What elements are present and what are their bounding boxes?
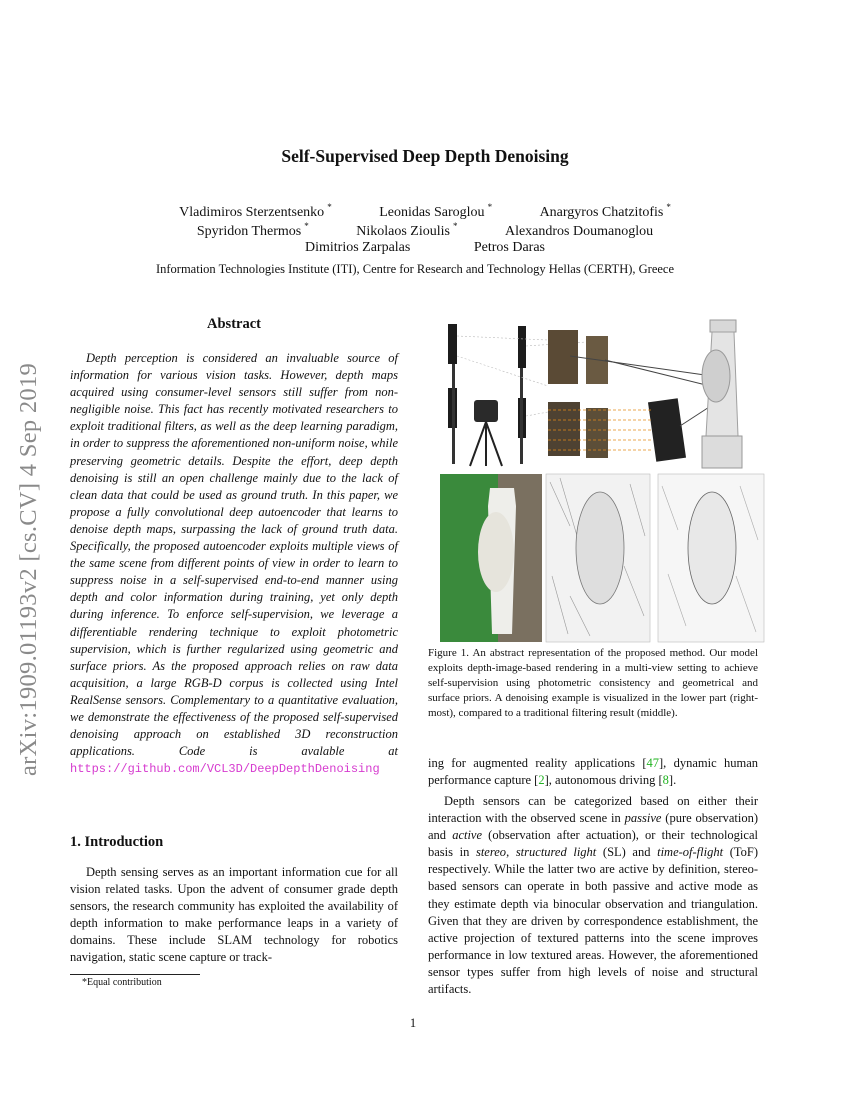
right-column-paragraph-2 — [428, 793, 758, 998]
author-name: Anargyros Chatzitofis — [539, 204, 664, 220]
arxiv-identifier: arXiv:1909.01193v2 [cs.CV] 4 Sep 2019 — [15, 362, 42, 776]
author-name: Spyridon Thermos — [196, 223, 302, 239]
author-name: Alexandros Doumanoglou — [504, 223, 654, 239]
view-thumbnail — [586, 408, 608, 458]
citation-link[interactable]: 2 — [538, 773, 545, 788]
author-name: Vladimiros Sterzentsenko — [179, 204, 325, 220]
emphasis: passive — [624, 811, 662, 826]
equal-contribution-mark: * — [327, 202, 332, 212]
equal-contribution-mark: * — [452, 221, 458, 231]
text-run: (SL) and — [596, 845, 658, 860]
noisy-statue — [576, 492, 624, 604]
denoised-statue — [688, 492, 736, 604]
introduction-text: Depth sensing serves as an important information cue for all vision related tasks. Upon the advent of consumer grade depth sensors, the research community has exploited the availability of depth information to make performance leaps in a variety of domains. These include SLAM technology for robotics navigation, static scene capture or track- — [70, 865, 398, 965]
text-run: (pure observation) and — [428, 811, 758, 843]
equal-contribution-mark: * — [666, 202, 671, 212]
affiliation: Information Technologies Institute (ITI), Centre for Research and Technology Hellas (CERTH), Greece — [155, 262, 675, 276]
author-row-3 — [0, 240, 850, 256]
text-run: ], autonomous driving [ — [544, 773, 663, 788]
abstract-heading: Abstract — [207, 316, 261, 332]
emphasis: stereo — [475, 845, 507, 860]
view-thumbnail — [548, 330, 578, 384]
text-run: ]. — [668, 773, 677, 788]
equal-contribution-mark: * — [487, 202, 493, 212]
text-run: , — [506, 845, 516, 860]
text-run: ing for augmented reality applications [ — [428, 756, 647, 770]
author-row-2 — [0, 221, 850, 240]
figure-caption: Figure 1. An abstract representation of the proposed method. Our model exploits depth-image-based rendering in a multi-view setting to achieve self-supervision using photometric consistency and geometrical and surface priors. A denoising example is visualized in the lower part (right-most), compared to a traditional filtering result (middle). — [428, 647, 758, 720]
abstract-body: Depth perception is considered an invaluable source of information for various vision tasks. However, depth maps acquired using consumer-level sensors still suffer from non-negligible noise. This fact has recently motivated researchers to exploit traditional filters, as well as the deep learning paradigm, in order to suppress the aforementioned non-uniform noise, while preserving geometric details. Despite the effort, deep depth denoising is still an open challenge mainly due to the lack of clean data that could be used as ground truth. In this paper, we propose a fully convolutional deep autoencoder that learns to denoise depth maps, surpassing the lack of ground truth data. Specifically, the proposed autoencoder exploits multiple views of the same scene from different points of view in order to learn to suppress noise in a self-supervised end-to-end manner using depth and color information during training, yet only depth during inference. To enforce self-supervision, we leverage a differentiable rendering technique to exploit photometric supervision, which is further regularized using geometric and surface priors. As the proposed approach relies on raw data acquisition, a large RGB-D corpus is collected using Intel RealSense sensors. Complementary to a quantitative evaluation, we demonstrate the effectiveness of the proposed self-supervised denoising approach on established 3D reconstruction applications. Code is avalable at — [70, 351, 398, 759]
author-name: Dimitrios Zarpalas — [304, 240, 411, 255]
right-column-paragraph-1 — [428, 755, 758, 789]
figure-1-illustration — [440, 316, 768, 644]
equal-contribution-mark: * — [304, 221, 309, 231]
page-number: 1 — [409, 1016, 417, 1030]
author-row-1 — [0, 202, 850, 221]
author-name: Leonidas Saroglou — [379, 204, 485, 220]
text-run: (observation after actuation), or their technological basis in — [428, 828, 758, 860]
text-run: ], dynamic human performance capture [ — [428, 756, 758, 788]
citation-link[interactable]: 8 — [662, 773, 669, 788]
text-run: (ToF) respectively. While the latter two are active by definition, stereo-based sensors can operate in both passive and active mode as they estimate depth via binocular observation and triangulation. Given that they are driven by correspondence establishment, the active projection of textured patterns into the scene improves performance in low textured areas. However, the aforementioned sensor types suffer from high levels of noise and structural artifacts. — [428, 845, 758, 997]
citation-link[interactable]: 47 — [646, 756, 659, 770]
emphasis: structured light — [515, 845, 597, 860]
emphasis: time-of-flight — [657, 845, 724, 860]
abstract-text — [70, 350, 398, 778]
text-run: Depth sensors can be categorized based on either their interaction with the observed scene in — [428, 794, 758, 826]
author-name: Nikolaos Zioulis — [356, 223, 450, 239]
emphasis: active — [452, 828, 483, 843]
footnote-rule — [70, 974, 200, 975]
code-link[interactable]: https://github.com/VCL3D/DeepDepthDenoising — [70, 762, 380, 777]
introduction-heading: 1. Introduction — [70, 834, 164, 850]
footnote: *Equal contribution — [82, 977, 162, 988]
paper-title: Self-Supervised Deep Depth Denoising — [281, 146, 569, 166]
statue-figure — [478, 512, 514, 592]
author-name: Petros Daras — [473, 240, 546, 255]
